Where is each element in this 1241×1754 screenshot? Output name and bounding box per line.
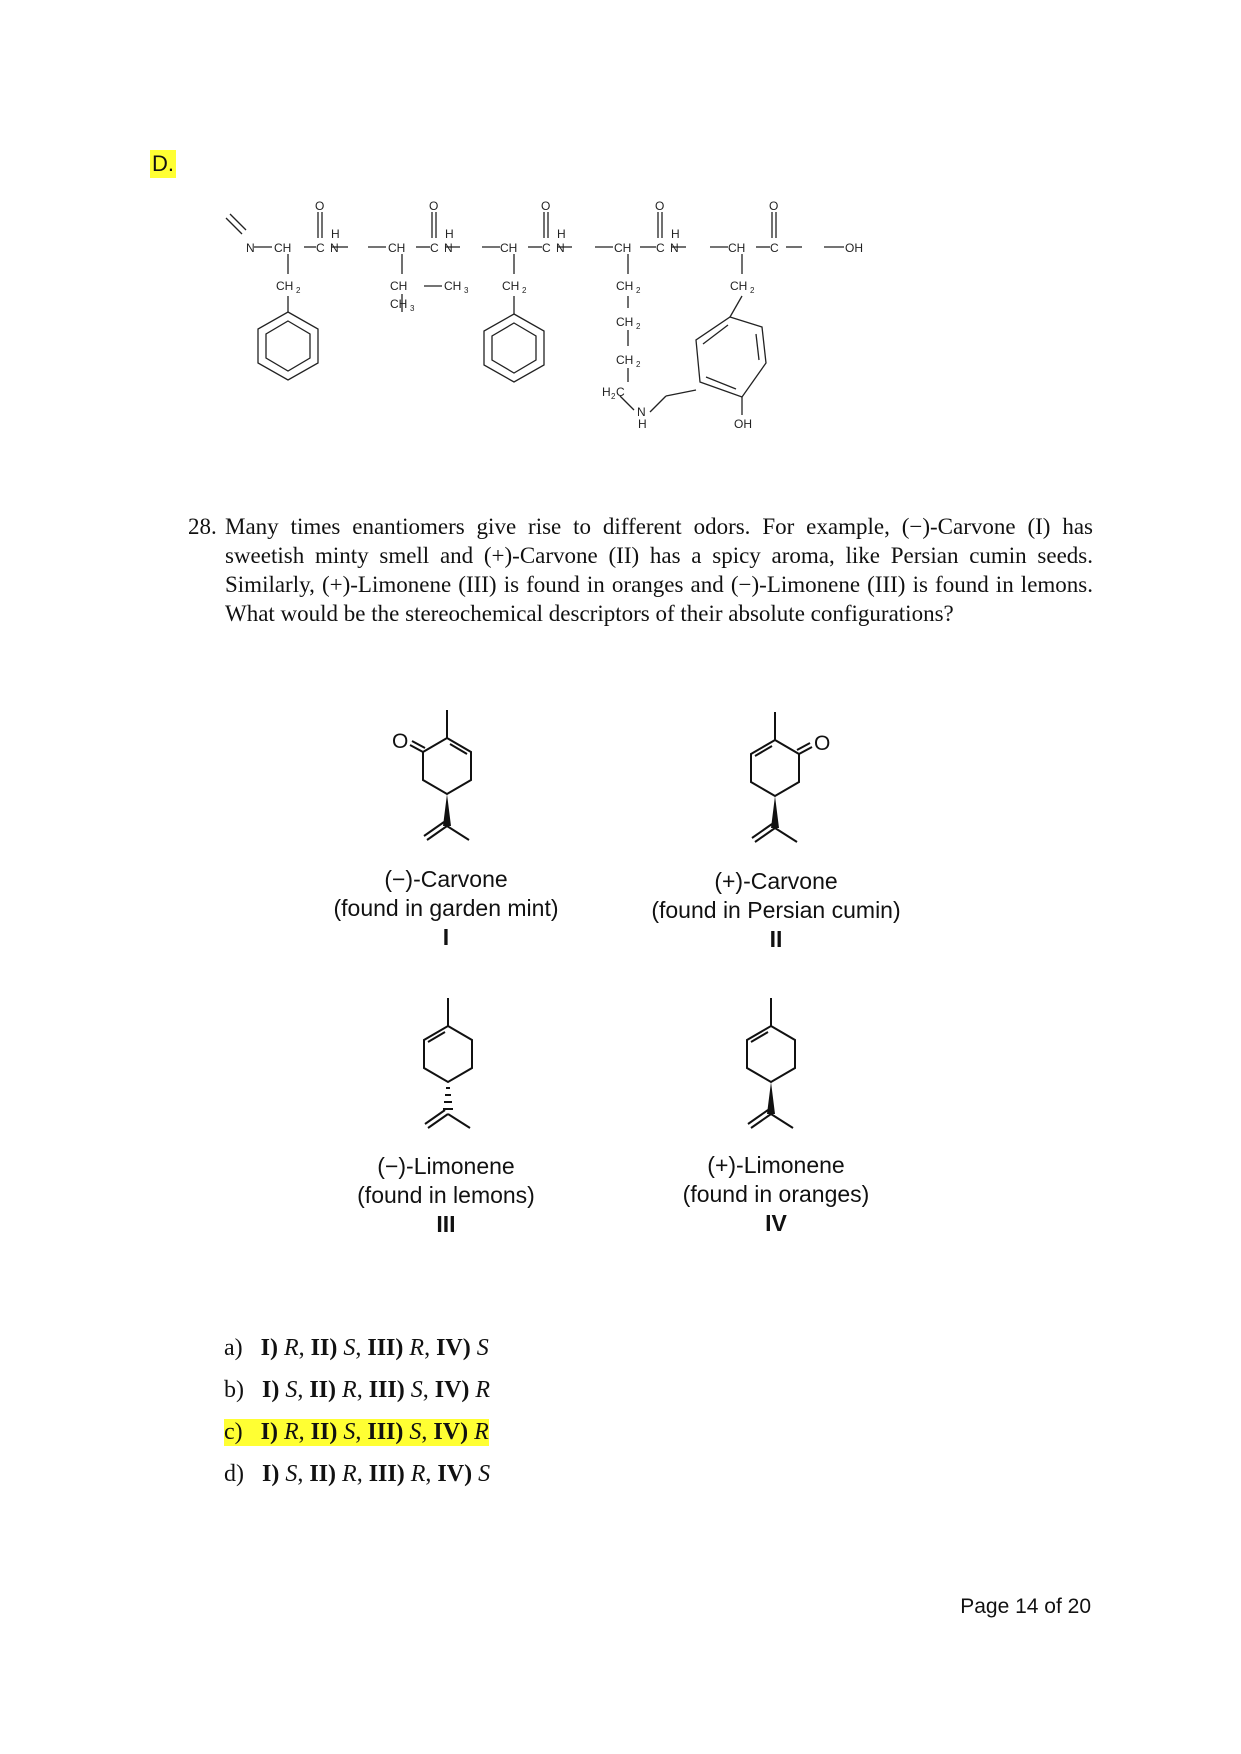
- limonene-iii-roman: III: [436, 1211, 456, 1237]
- carvone-ii-roman: II: [769, 926, 783, 952]
- svg-text:CH: CH: [730, 279, 748, 293]
- limonene-iv-source: (found in oranges): [682, 1181, 870, 1207]
- limonene-iv-name: (+)-Limonene: [707, 1152, 845, 1178]
- carbonyl-bonds: [318, 212, 776, 238]
- svg-text:CH: CH: [616, 279, 634, 293]
- svg-text:2: 2: [611, 392, 616, 401]
- carvone-ii-structure: [728, 710, 858, 865]
- svg-text:CH: CH: [616, 315, 634, 329]
- page-number: Page 14 of 20: [960, 1595, 1091, 1618]
- svg-text:3: 3: [464, 286, 469, 295]
- svg-text:CH: CH: [388, 241, 406, 255]
- svg-text:C: C: [542, 241, 551, 255]
- limonene-iv-structure: [727, 996, 817, 1151]
- carvone-ii-caption: [626, 867, 926, 954]
- svg-text:H: H: [331, 227, 340, 241]
- svg-text:2: 2: [636, 286, 641, 295]
- svg-text:H: H: [557, 227, 566, 241]
- carvone-ii-name: (+)-Carvone: [714, 868, 838, 894]
- svg-text:O: O: [392, 730, 409, 753]
- svg-text:N: N: [330, 241, 339, 255]
- limonene-iii-source: (found in lemons): [357, 1182, 535, 1208]
- limonene-iii-name: (−)-Limonene: [377, 1153, 515, 1179]
- svg-text:OH: OH: [734, 417, 752, 431]
- svg-text:CH: CH: [276, 279, 294, 293]
- svg-text:CH: CH: [614, 241, 632, 255]
- svg-text:CH: CH: [502, 279, 520, 293]
- svg-text:H: H: [602, 385, 611, 399]
- svg-text:H: H: [445, 227, 454, 241]
- svg-text:CH: CH: [390, 297, 408, 311]
- benzene-ring-1: [258, 312, 318, 380]
- phenol-ring: [696, 317, 766, 397]
- svg-text:N: N: [246, 241, 255, 255]
- svg-text:H: H: [638, 417, 647, 431]
- option-d-label: D.: [152, 151, 174, 176]
- svg-text:O: O: [769, 200, 779, 213]
- svg-text:2: 2: [296, 286, 301, 295]
- svg-text:2: 2: [636, 322, 641, 331]
- limonene-iii-caption: [296, 1152, 596, 1239]
- limonene-iv-caption: [626, 1151, 926, 1238]
- question-number: 28.: [188, 514, 217, 539]
- carvone-ii-source: (found in Persian cumin): [651, 897, 901, 923]
- choice-d[interactable]: d) I) S, II) R, III) R, IV) S: [224, 1461, 491, 1487]
- svg-text:C: C: [430, 241, 439, 255]
- svg-text:C: C: [316, 241, 325, 255]
- svg-text:O: O: [814, 732, 831, 755]
- carvone-i-structure: [370, 708, 500, 863]
- carvone-i-caption: [296, 865, 596, 952]
- svg-text:N: N: [637, 405, 646, 419]
- question-text: Many times enantiomers give rise to different odors. For example, (−)-Carvone (I) has sweetish minty smell and (+)-Carvone (II) has a spicy aroma, like Persian cumin seeds. Similarly, (+)-Limonene (III) is found in oranges and (−)-Limonene (III) is found in lemons. What would be the stereochemical descriptors of their absolute configurations?: [225, 514, 1093, 626]
- carvone-i-name: (−)-Carvone: [384, 866, 508, 892]
- svg-text:O: O: [429, 200, 439, 213]
- svg-text:CH: CH: [444, 279, 462, 293]
- carvone-i-source: (found in garden mint): [333, 895, 559, 921]
- svg-text:H: H: [671, 227, 680, 241]
- svg-text:O: O: [655, 200, 665, 213]
- carvone-i-roman: I: [442, 924, 450, 950]
- svg-text:C: C: [656, 241, 665, 255]
- svg-text:N: N: [444, 241, 453, 255]
- svg-text:N: N: [670, 241, 679, 255]
- svg-text:CH: CH: [616, 353, 634, 367]
- svg-text:O: O: [315, 200, 325, 213]
- svg-text:C: C: [616, 385, 625, 399]
- limonene-iii-structure: [404, 996, 494, 1151]
- svg-text:N: N: [556, 241, 565, 255]
- svg-text:C: C: [770, 241, 779, 255]
- svg-text:CH: CH: [390, 279, 408, 293]
- svg-text:CH: CH: [728, 241, 746, 255]
- limonene-iv-roman: IV: [765, 1210, 787, 1236]
- svg-text:3: 3: [410, 304, 415, 313]
- choice-c[interactable]: c) I) R, II) S, III) S, IV) R: [224, 1419, 489, 1445]
- svg-text:2: 2: [522, 286, 527, 295]
- svg-text:O: O: [541, 200, 551, 213]
- peptide-structure: [220, 200, 880, 465]
- svg-text:CH: CH: [274, 241, 292, 255]
- question-28: [188, 512, 1093, 628]
- choice-b[interactable]: b) I) S, II) R, III) S, IV) R: [224, 1377, 491, 1403]
- choice-a[interactable]: a) I) R, II) S, III) R, IV) S: [224, 1335, 489, 1361]
- svg-text:2: 2: [750, 286, 755, 295]
- svg-text:OH: OH: [845, 241, 863, 255]
- benzene-ring-2: [484, 314, 544, 382]
- svg-text:2: 2: [636, 360, 641, 369]
- svg-text:CH: CH: [500, 241, 518, 255]
